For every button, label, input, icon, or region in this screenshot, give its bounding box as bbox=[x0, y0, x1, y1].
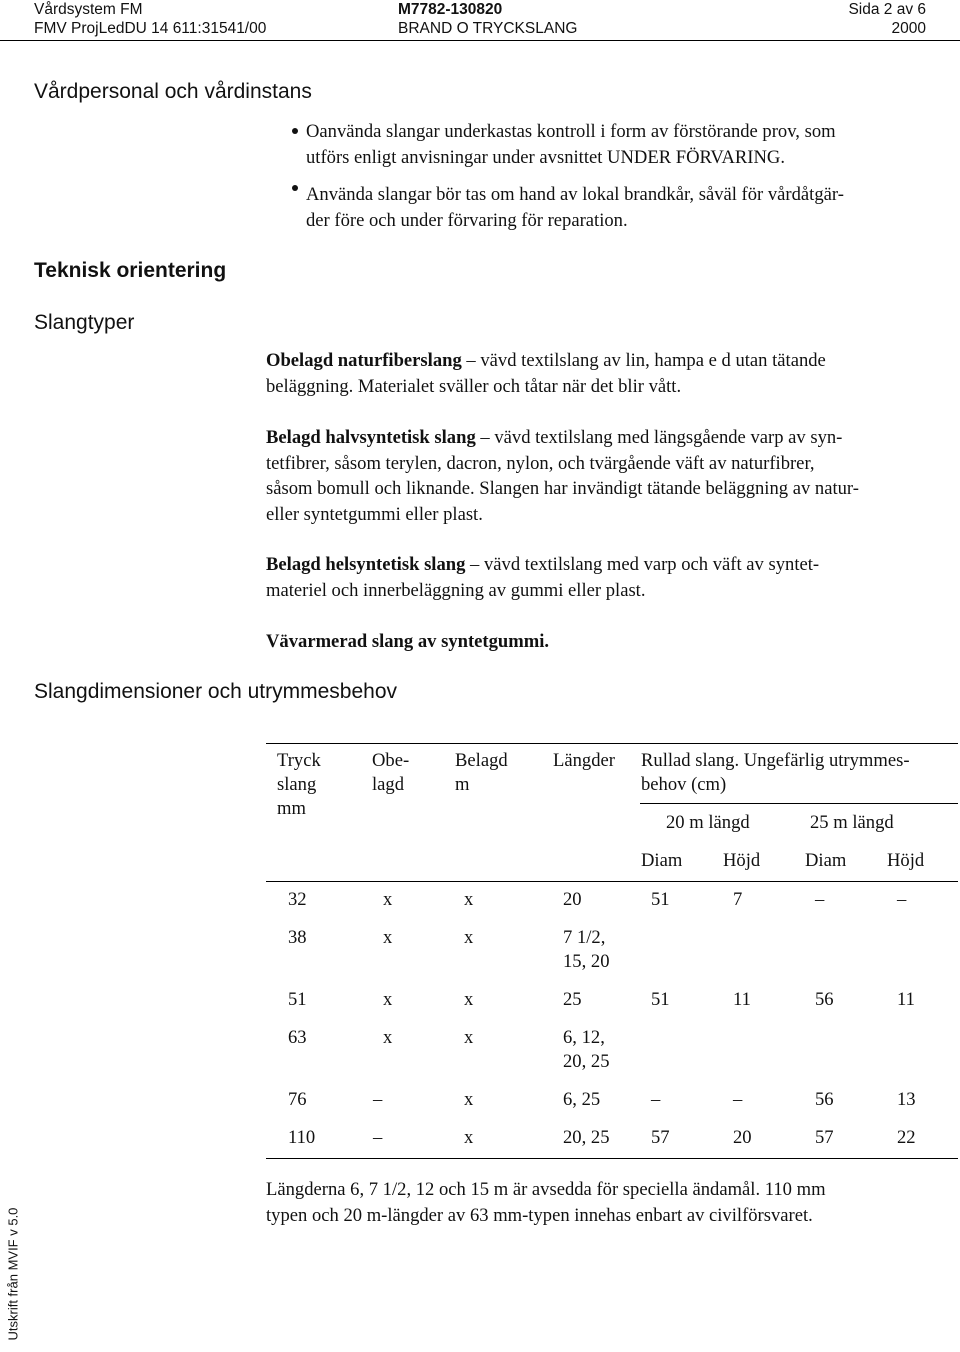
doc-title: BRAND O TRYCKSLANG bbox=[398, 20, 578, 37]
col-header-langder: Längder bbox=[553, 750, 615, 771]
type-vavarmerad: Vävarmerad slang av syntetgummi. bbox=[266, 631, 550, 652]
section-title-dimensioner: Slangdimensioner och utrymmesbehov bbox=[34, 680, 398, 703]
table-cell: 22 bbox=[897, 1127, 916, 1148]
table-cell: x bbox=[464, 1089, 474, 1110]
table-header-rule bbox=[266, 881, 958, 882]
footnote: Längderna 6, 7 1/2, 12 och 15 m är avsedda för speciella ändamål. 110 mm typen och 20 m-längder av 63 mm-typen innehas enbart av civilförsvaret. bbox=[266, 1179, 826, 1226]
project-ref: FMV ProjLedDU 14 611:31541/00 bbox=[34, 20, 267, 37]
type-halvsyntetisk: Belagd halvsyntetisk slang – vävd textilslang med längsgående varp av syn- tetfibrer, såsom terylen, dacron, nylon, och tvärgående väft av naturfibrer, såsom bomull och liknande. Slangen har invändigt tätande beläggning av natur- eller syntetgummi eller plast. bbox=[266, 427, 859, 525]
col-header-hojd-20: Höjd bbox=[723, 850, 761, 871]
table-cell: – bbox=[815, 889, 825, 910]
header-left bbox=[34, 0, 266, 38]
table-cell: 51 bbox=[651, 889, 670, 910]
table-cell: x bbox=[464, 989, 474, 1010]
table-cell: 25 bbox=[563, 989, 582, 1010]
section-title-slangtyper: Slangtyper bbox=[34, 311, 135, 334]
section-title-vardpersonal: Vårdpersonal och vårdinstans bbox=[34, 80, 312, 103]
table-cell: x bbox=[383, 989, 393, 1010]
col-header-20m: 20 m längd bbox=[666, 812, 750, 833]
table-cell: – bbox=[373, 1089, 383, 1110]
table-cell: x bbox=[383, 927, 393, 948]
table-cell: 57 bbox=[651, 1127, 670, 1148]
system-name: Vårdsystem FM bbox=[34, 1, 143, 18]
col-header-25m: 25 m längd bbox=[810, 812, 894, 833]
col-header-tryck: Tryck slang mm bbox=[277, 750, 321, 819]
page-number: Sida 2 av 6 bbox=[848, 1, 926, 18]
table-cell: x bbox=[464, 889, 474, 910]
table-cell: 11 bbox=[897, 989, 915, 1010]
bullet-item-2: Använda slangar bör tas om hand av lokal brandkår, såväl för vårdåtgär- der före och under förvaring för reparation. bbox=[306, 184, 844, 231]
table-sub-rule bbox=[640, 803, 958, 804]
doc-year: 2000 bbox=[891, 20, 926, 37]
table-cell: 13 bbox=[897, 1089, 916, 1110]
table-cell: 110 bbox=[288, 1127, 316, 1148]
bullet-icon bbox=[292, 185, 298, 191]
col-header-diam-25: Diam bbox=[805, 850, 847, 871]
table-cell: x bbox=[383, 889, 393, 910]
table-cell: – bbox=[733, 1089, 743, 1110]
table-cell: – bbox=[373, 1127, 383, 1148]
table-cell: 57 bbox=[815, 1127, 834, 1148]
table-cell: 7 bbox=[733, 889, 743, 910]
table-cell: 51 bbox=[651, 989, 670, 1010]
header-rule bbox=[0, 40, 960, 41]
type-obelagd: Obelagd naturfiberslang – vävd textilslang av lin, hampa e d utan tätande beläggning. Materialet sväller och tåtar när det blir vått. bbox=[266, 350, 826, 397]
col-header-diam-20: Diam bbox=[641, 850, 683, 871]
table-bottom-rule bbox=[266, 1158, 958, 1159]
table-cell: 32 bbox=[288, 889, 307, 910]
header-right bbox=[848, 0, 926, 38]
bullet-icon bbox=[292, 128, 298, 134]
table-cell: 63 bbox=[288, 1027, 307, 1048]
table-cell: 20, 25 bbox=[563, 1127, 610, 1148]
header-middle bbox=[398, 0, 577, 38]
table-cell: 38 bbox=[288, 927, 307, 948]
table-cell: 20 bbox=[733, 1127, 752, 1148]
table-cell: 56 bbox=[815, 1089, 834, 1110]
table-cell: 56 bbox=[815, 989, 834, 1010]
col-header-rullad: Rullad slang. Ungefärlig utrymmes- behov (cm) bbox=[641, 750, 910, 795]
table-cell: 7 1/2, 15, 20 bbox=[563, 927, 610, 972]
table-cell: 76 bbox=[288, 1089, 307, 1110]
table-cell: 20 bbox=[563, 889, 582, 910]
table-cell: 51 bbox=[288, 989, 307, 1010]
col-header-hojd-25: Höjd bbox=[887, 850, 925, 871]
section-title-teknisk: Teknisk orientering bbox=[34, 259, 227, 282]
table-cell: x bbox=[464, 927, 474, 948]
table-cell: x bbox=[464, 1127, 474, 1148]
table-cell: – bbox=[897, 889, 907, 910]
doc-number: M7782-130820 bbox=[398, 1, 503, 18]
table-cell: x bbox=[464, 1027, 474, 1048]
table-cell: x bbox=[383, 1027, 393, 1048]
table-cell: 6, 12, 20, 25 bbox=[563, 1027, 610, 1072]
table-cell: 6, 25 bbox=[563, 1089, 601, 1110]
type-helsyntetisk: Belagd helsyntetisk slang – vävd textilslang med varp och väft av syntet- materiel och innerbeläggning av gummi eller plast. bbox=[266, 554, 820, 601]
table-cell: 11 bbox=[733, 989, 751, 1010]
table-top-rule bbox=[266, 743, 958, 744]
col-header-belagd: Belagd m bbox=[455, 750, 508, 795]
table-cell: – bbox=[651, 1089, 661, 1110]
bullet-item-1: Oanvända slangar underkastas kontroll i form av förstörande prov, som utförs enligt anvisningar under avsnittet UNDER FÖRVARING. bbox=[306, 121, 836, 168]
print-source-label: Utskrift från MVIF v 5.0 bbox=[5, 1207, 21, 1341]
col-header-obelagd: Obe- lagd bbox=[372, 750, 410, 795]
